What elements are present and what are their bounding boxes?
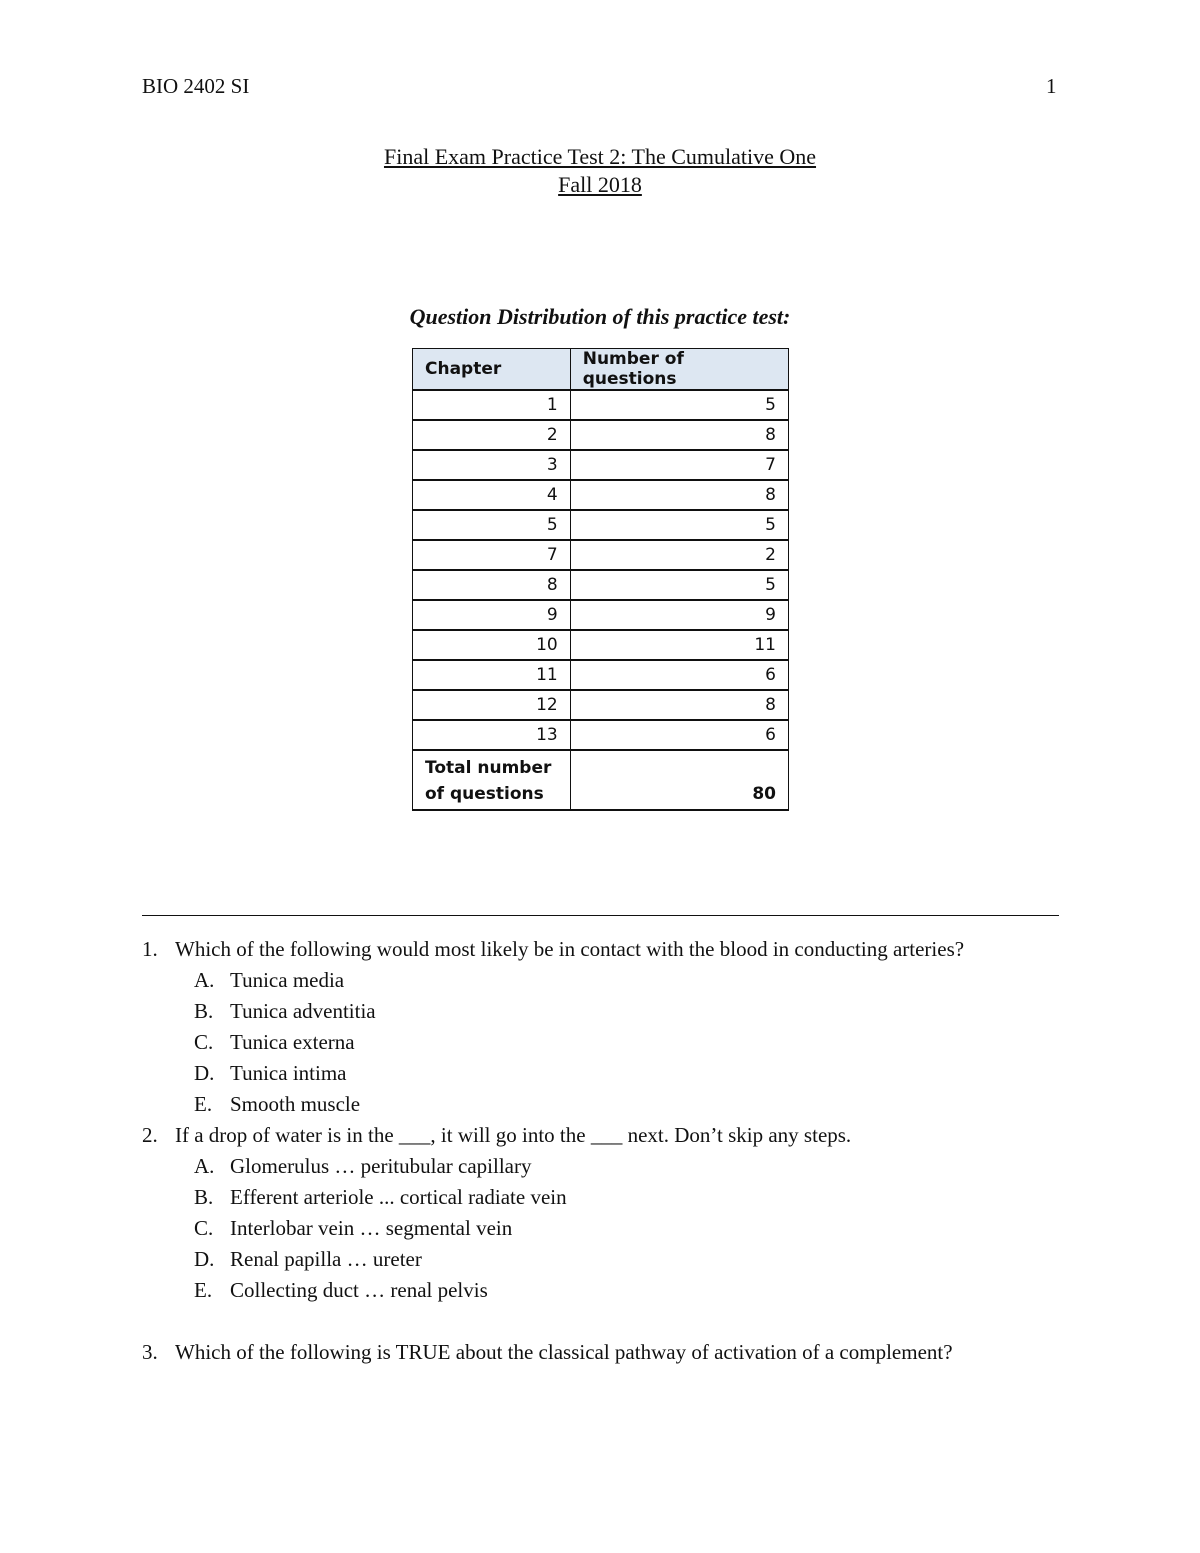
- table-row: [413, 510, 789, 540]
- question-text: Which of the following is TRUE about the classical pathway of activation of a complement?: [175, 1340, 953, 1364]
- chapter-cell: 10: [413, 630, 571, 660]
- answer-option: [142, 996, 1082, 1027]
- question-list: [142, 934, 1082, 1368]
- count-cell: 8: [570, 480, 788, 510]
- table-row: [413, 540, 789, 570]
- chapter-cell: 3: [413, 450, 571, 480]
- count-cell: 5: [570, 570, 788, 600]
- chapter-cell: 4: [413, 480, 571, 510]
- count-cell: 5: [570, 390, 788, 420]
- count-cell: 9: [570, 600, 788, 630]
- total-value: 80: [570, 750, 788, 810]
- column-header-chapter: Chapter: [413, 349, 571, 391]
- page-number: 1: [1046, 74, 1057, 98]
- option-text: Tunica adventitia: [230, 999, 376, 1023]
- count-cell: 8: [570, 420, 788, 450]
- answer-option: [142, 1213, 1082, 1244]
- page-title: [0, 143, 1200, 199]
- option-letter: A.: [194, 968, 215, 992]
- chapter-cell: 8: [413, 570, 571, 600]
- title-line-1: Final Exam Practice Test 2: The Cumulative One: [383, 144, 817, 169]
- table-row: [413, 480, 789, 510]
- option-letter: C.: [194, 1030, 214, 1054]
- answer-option: [142, 1058, 1082, 1089]
- answer-option: [142, 1182, 1082, 1213]
- total-row: [413, 750, 789, 810]
- chapter-cell: 13: [413, 720, 571, 750]
- title-line-2: Fall 2018: [558, 172, 642, 197]
- chapter-cell: 12: [413, 690, 571, 720]
- answer-option: [142, 1151, 1082, 1182]
- question-3: [142, 1337, 1082, 1368]
- chapter-cell: 9: [413, 600, 571, 630]
- table-row: [413, 720, 789, 750]
- option-letter: B.: [194, 999, 214, 1023]
- course-header: BIO 2402 SI: [142, 74, 250, 98]
- question-number: 3.: [142, 1340, 158, 1364]
- chapter-cell: 11: [413, 660, 571, 690]
- table-row: [413, 690, 789, 720]
- table-header-row: [413, 349, 789, 391]
- count-cell: 6: [570, 720, 788, 750]
- count-cell: 6: [570, 660, 788, 690]
- option-letter: E.: [194, 1092, 213, 1116]
- option-letter: A.: [194, 1154, 215, 1178]
- total-label-line-1: Total number: [425, 758, 552, 778]
- count-cell: 2: [570, 540, 788, 570]
- spacer: [142, 1306, 1082, 1337]
- chapter-cell: 7: [413, 540, 571, 570]
- section-divider: [142, 915, 1059, 916]
- total-label: [413, 750, 571, 810]
- total-label-line-2: of questions: [425, 784, 544, 804]
- question-2: [142, 1120, 1082, 1151]
- distribution-heading: Question Distribution of this practice test:: [409, 304, 791, 329]
- option-text: Efferent arteriole ... cortical radiate vein: [230, 1185, 567, 1209]
- option-letter: D.: [194, 1061, 215, 1085]
- chapter-cell: 5: [413, 510, 571, 540]
- chapter-cell: 2: [413, 420, 571, 450]
- option-text: Interlobar vein … segmental vein: [230, 1216, 513, 1240]
- count-cell: 7: [570, 450, 788, 480]
- option-text: Tunica intima: [230, 1061, 347, 1085]
- answer-option: [142, 1244, 1082, 1275]
- answer-option: [142, 1089, 1082, 1120]
- distribution-table: [412, 348, 789, 811]
- option-text: Glomerulus … peritubular capillary: [230, 1154, 532, 1178]
- option-letter: C.: [194, 1216, 214, 1240]
- column-header-number: Number of questions: [570, 349, 788, 391]
- table-row: [413, 570, 789, 600]
- table-row: [413, 660, 789, 690]
- option-text: Renal papilla … ureter: [230, 1247, 422, 1271]
- answer-option: [142, 1027, 1082, 1058]
- option-letter: E.: [194, 1278, 213, 1302]
- question-1: [142, 934, 1082, 965]
- count-cell: 11: [570, 630, 788, 660]
- question-number: 2.: [142, 1123, 158, 1147]
- option-text: Tunica media: [230, 968, 345, 992]
- answer-option: [142, 965, 1082, 996]
- table-row: [413, 420, 789, 450]
- table-row: [413, 390, 789, 420]
- table-row: [413, 600, 789, 630]
- count-cell: 5: [570, 510, 788, 540]
- question-text: If a drop of water is in the ___, it will go into the ___ next. Don’t skip any steps.: [175, 1123, 852, 1147]
- chapter-cell: 1: [413, 390, 571, 420]
- option-letter: B.: [194, 1185, 214, 1209]
- option-letter: D.: [194, 1247, 215, 1271]
- option-text: Smooth muscle: [230, 1092, 361, 1116]
- table-row: [413, 450, 789, 480]
- table-row: [413, 630, 789, 660]
- question-text: Which of the following would most likely be in contact with the blood in conducting arteries?: [175, 937, 965, 961]
- answer-option: [142, 1275, 1082, 1306]
- count-cell: 8: [570, 690, 788, 720]
- option-text: Tunica externa: [230, 1030, 355, 1054]
- option-text: Collecting duct … renal pelvis: [230, 1278, 488, 1302]
- question-number: 1.: [142, 937, 158, 961]
